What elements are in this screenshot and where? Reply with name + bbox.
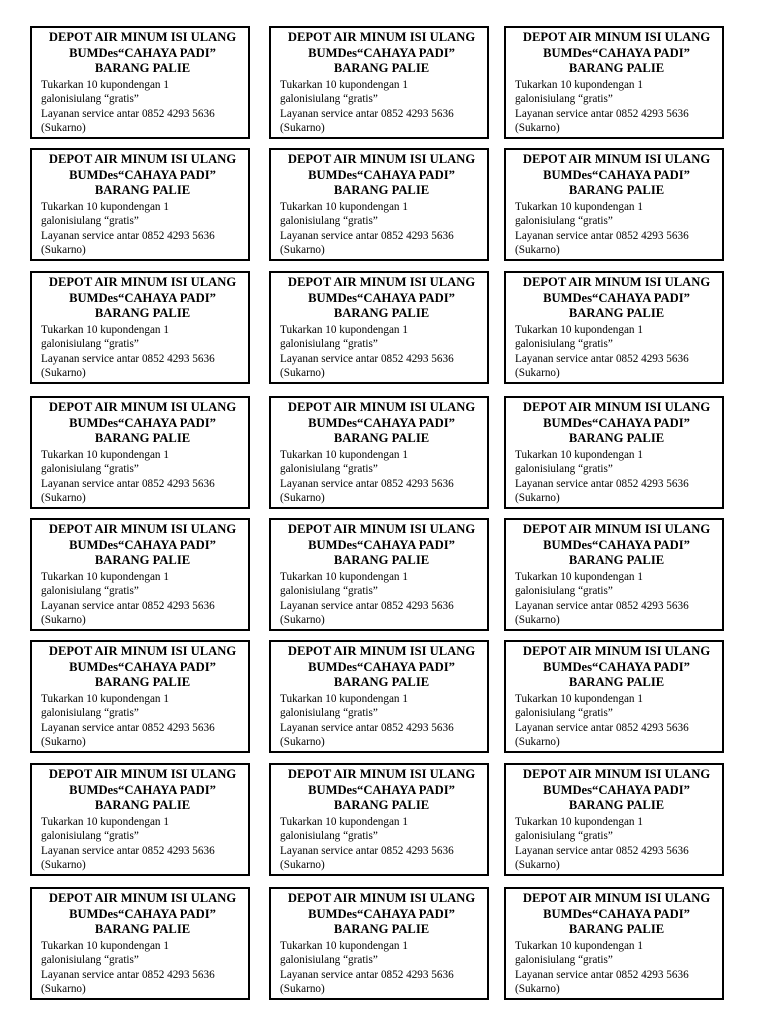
coupon-body [41,815,244,873]
coupon-exchange-text: Tukarkan 10 kupondengan 1 [41,200,169,213]
coupon-body [515,200,718,258]
coupon-title-line-1: DEPOT AIR MINUM ISI ULANG [522,152,711,166]
coupon-title [41,30,244,77]
coupon-title-line-2: BUMDes“CAHAYA PADI” [69,537,216,552]
coupon-title-line-3: BARANG PALIE [94,675,191,689]
coupon-free-text: galonisiulang “gratis” [515,830,613,843]
coupon-title-line-2: BUMDes“CAHAYA PADI” [69,45,216,60]
coupon-body [41,692,244,750]
coupon-body [280,200,483,258]
coupon-title [280,400,483,447]
coupon-delivery-phone: Layanan service antar 0852 4293 5636 [41,968,215,981]
coupon-free-text: galonisiulang “gratis” [515,93,613,106]
coupon-title [280,644,483,691]
coupon-title-line-1: DEPOT AIR MINUM ISI ULANG [522,275,711,289]
coupon-title-line-2: BUMDes“CAHAYA PADI” [308,290,455,305]
coupon-exchange-text: Tukarkan 10 kupondengan 1 [280,692,408,705]
coupon-free-text: galonisiulang “gratis” [515,707,613,720]
coupon-card [30,763,250,876]
coupon-title [515,767,718,814]
coupon-title-line-2: BUMDes“CAHAYA PADI” [308,537,455,552]
coupon-delivery-phone: Layanan service antar 0852 4293 5636 [515,107,689,120]
coupon-delivery-phone: Layanan service antar 0852 4293 5636 [515,352,689,365]
coupon-contact-name: (Sukarno) [41,244,86,257]
coupon-body [280,570,483,628]
coupon-contact-name: (Sukarno) [515,492,560,505]
coupon-delivery-phone: Layanan service antar 0852 4293 5636 [515,968,689,981]
coupon-free-text: galonisiulang “gratis” [280,463,378,476]
coupon-body [515,78,718,136]
coupon-card [269,763,489,876]
coupon-card [504,148,724,261]
coupon-title-line-2: BUMDes“CAHAYA PADI” [308,45,455,60]
coupon-title [280,891,483,938]
coupon-free-text: galonisiulang “gratis” [515,338,613,351]
coupon-delivery-phone: Layanan service antar 0852 4293 5636 [280,844,454,857]
coupon-body [280,815,483,873]
coupon-free-text: galonisiulang “gratis” [41,954,139,967]
coupon-title-line-2: BUMDes“CAHAYA PADI” [543,45,690,60]
coupon-card [269,26,489,139]
coupon-delivery-phone: Layanan service antar 0852 4293 5636 [280,352,454,365]
coupon-title-line-1: DEPOT AIR MINUM ISI ULANG [287,400,476,414]
coupon-title-line-3: BARANG PALIE [333,553,430,567]
coupon-title-line-3: BARANG PALIE [568,306,665,320]
coupon-contact-name: (Sukarno) [41,122,86,135]
coupon-title-line-3: BARANG PALIE [568,798,665,812]
coupon-card [504,26,724,139]
coupon-delivery-phone: Layanan service antar 0852 4293 5636 [41,599,215,612]
coupon-title-line-1: DEPOT AIR MINUM ISI ULANG [48,767,237,781]
coupon-exchange-text: Tukarkan 10 kupondengan 1 [41,815,169,828]
coupon-free-text: galonisiulang “gratis” [280,215,378,228]
coupon-title [41,522,244,569]
coupon-free-text: galonisiulang “gratis” [280,830,378,843]
coupon-card [269,887,489,1000]
coupon-delivery-phone: Layanan service antar 0852 4293 5636 [280,107,454,120]
coupon-free-text: galonisiulang “gratis” [41,463,139,476]
coupon-exchange-text: Tukarkan 10 kupondengan 1 [280,78,408,91]
coupon-title [515,891,718,938]
coupon-title-line-2: BUMDes“CAHAYA PADI” [543,167,690,182]
coupon-title-line-3: BARANG PALIE [333,798,430,812]
coupon-free-text: galonisiulang “gratis” [41,830,139,843]
coupon-title-line-1: DEPOT AIR MINUM ISI ULANG [287,152,476,166]
coupon-title-line-2: BUMDes“CAHAYA PADI” [69,906,216,921]
coupon-title-line-2: BUMDes“CAHAYA PADI” [308,906,455,921]
coupon-contact-name: (Sukarno) [280,122,325,135]
coupon-title-line-1: DEPOT AIR MINUM ISI ULANG [48,644,237,658]
coupon-body [515,815,718,873]
coupon-title-line-1: DEPOT AIR MINUM ISI ULANG [522,767,711,781]
coupon-contact-name: (Sukarno) [280,367,325,380]
coupon-title [41,767,244,814]
coupon-title-line-3: BARANG PALIE [333,306,430,320]
coupon-title-line-3: BARANG PALIE [333,675,430,689]
coupon-contact-name: (Sukarno) [515,859,560,872]
coupon-contact-name: (Sukarno) [280,492,325,505]
coupon-title [41,400,244,447]
coupon-delivery-phone: Layanan service antar 0852 4293 5636 [515,599,689,612]
coupon-contact-name: (Sukarno) [515,367,560,380]
coupon-title-line-2: BUMDes“CAHAYA PADI” [308,167,455,182]
coupon-exchange-text: Tukarkan 10 kupondengan 1 [280,815,408,828]
coupon-exchange-text: Tukarkan 10 kupondengan 1 [515,78,643,91]
coupon-title-line-2: BUMDes“CAHAYA PADI” [543,537,690,552]
coupon-exchange-text: Tukarkan 10 kupondengan 1 [280,200,408,213]
coupon-card [30,148,250,261]
coupon-delivery-phone: Layanan service antar 0852 4293 5636 [515,477,689,490]
coupon-exchange-text: Tukarkan 10 kupondengan 1 [515,323,643,336]
coupon-exchange-text: Tukarkan 10 kupondengan 1 [280,448,408,461]
coupon-title-line-2: BUMDes“CAHAYA PADI” [69,782,216,797]
coupon-title [41,152,244,199]
coupon-free-text: galonisiulang “gratis” [280,707,378,720]
coupon-body [280,323,483,381]
coupon-title-line-1: DEPOT AIR MINUM ISI ULANG [287,522,476,536]
coupon-delivery-phone: Layanan service antar 0852 4293 5636 [41,477,215,490]
coupon-title [515,275,718,322]
coupon-title-line-2: BUMDes“CAHAYA PADI” [69,415,216,430]
coupon-title [280,767,483,814]
coupon-exchange-text: Tukarkan 10 kupondengan 1 [515,815,643,828]
coupon-body [280,692,483,750]
coupon-contact-name: (Sukarno) [280,859,325,872]
coupon-card [269,396,489,509]
coupon-card [30,271,250,384]
coupon-delivery-phone: Layanan service antar 0852 4293 5636 [280,477,454,490]
coupon-contact-name: (Sukarno) [41,983,86,996]
coupon-card [504,763,724,876]
coupon-card [30,26,250,139]
coupon-contact-name: (Sukarno) [515,736,560,749]
coupon-free-text: galonisiulang “gratis” [41,215,139,228]
coupon-exchange-text: Tukarkan 10 kupondengan 1 [41,78,169,91]
coupon-card [269,148,489,261]
coupon-card [504,640,724,753]
coupon-title-line-3: BARANG PALIE [333,431,430,445]
coupon-contact-name: (Sukarno) [280,736,325,749]
coupon-title-line-3: BARANG PALIE [94,183,191,197]
coupon-body [280,78,483,136]
coupon-delivery-phone: Layanan service antar 0852 4293 5636 [515,844,689,857]
coupon-exchange-text: Tukarkan 10 kupondengan 1 [515,200,643,213]
coupon-card [30,396,250,509]
coupon-title [280,152,483,199]
coupon-title-line-3: BARANG PALIE [568,675,665,689]
coupon-body [515,692,718,750]
coupon-contact-name: (Sukarno) [41,614,86,627]
coupon-title-line-1: DEPOT AIR MINUM ISI ULANG [522,522,711,536]
coupon-exchange-text: Tukarkan 10 kupondengan 1 [515,939,643,952]
coupon-free-text: galonisiulang “gratis” [280,585,378,598]
coupon-title-line-3: BARANG PALIE [333,183,430,197]
coupon-card [504,518,724,631]
coupon-free-text: galonisiulang “gratis” [515,954,613,967]
coupon-card [269,518,489,631]
coupon-title-line-3: BARANG PALIE [568,183,665,197]
coupon-title-line-1: DEPOT AIR MINUM ISI ULANG [287,644,476,658]
coupon-title-line-3: BARANG PALIE [568,61,665,75]
coupon-card [30,887,250,1000]
coupon-card [269,640,489,753]
coupon-title [41,891,244,938]
coupon-contact-name: (Sukarno) [515,983,560,996]
coupon-title-line-1: DEPOT AIR MINUM ISI ULANG [522,644,711,658]
coupon-free-text: galonisiulang “gratis” [515,585,613,598]
coupon-exchange-text: Tukarkan 10 kupondengan 1 [280,570,408,583]
coupon-contact-name: (Sukarno) [515,122,560,135]
coupon-card [30,518,250,631]
coupon-title [515,400,718,447]
coupon-contact-name: (Sukarno) [515,244,560,257]
coupon-exchange-text: Tukarkan 10 kupondengan 1 [515,570,643,583]
coupon-title-line-3: BARANG PALIE [568,431,665,445]
coupon-delivery-phone: Layanan service antar 0852 4293 5636 [41,721,215,734]
coupon-exchange-text: Tukarkan 10 kupondengan 1 [280,939,408,952]
coupon-exchange-text: Tukarkan 10 kupondengan 1 [41,570,169,583]
coupon-free-text: galonisiulang “gratis” [41,338,139,351]
coupon-body [280,448,483,506]
coupon-title [515,152,718,199]
coupon-title-line-3: BARANG PALIE [94,798,191,812]
coupon-title-line-2: BUMDes“CAHAYA PADI” [69,290,216,305]
coupon-body [41,323,244,381]
coupon-exchange-text: Tukarkan 10 kupondengan 1 [41,692,169,705]
coupon-body [41,939,244,997]
coupon-title-line-3: BARANG PALIE [94,306,191,320]
coupon-body [280,939,483,997]
coupon-title [41,644,244,691]
coupon-title-line-2: BUMDes“CAHAYA PADI” [69,659,216,674]
coupon-title-line-1: DEPOT AIR MINUM ISI ULANG [48,275,237,289]
coupon-body [515,939,718,997]
coupon-card [269,271,489,384]
coupon-title-line-1: DEPOT AIR MINUM ISI ULANG [48,152,237,166]
coupon-contact-name: (Sukarno) [41,492,86,505]
coupon-contact-name: (Sukarno) [280,244,325,257]
coupon-title [280,522,483,569]
coupon-title-line-3: BARANG PALIE [333,61,430,75]
coupon-title-line-2: BUMDes“CAHAYA PADI” [543,782,690,797]
coupon-delivery-phone: Layanan service antar 0852 4293 5636 [41,107,215,120]
coupon-contact-name: (Sukarno) [280,983,325,996]
coupon-exchange-text: Tukarkan 10 kupondengan 1 [41,323,169,336]
coupon-title [280,275,483,322]
coupon-delivery-phone: Layanan service antar 0852 4293 5636 [515,721,689,734]
coupon-contact-name: (Sukarno) [515,614,560,627]
coupon-title-line-1: DEPOT AIR MINUM ISI ULANG [287,275,476,289]
coupon-free-text: galonisiulang “gratis” [515,215,613,228]
coupon-title-line-1: DEPOT AIR MINUM ISI ULANG [48,30,237,44]
coupon-title-line-1: DEPOT AIR MINUM ISI ULANG [48,522,237,536]
coupon-title-line-3: BARANG PALIE [94,922,191,936]
coupon-title-line-2: BUMDes“CAHAYA PADI” [308,415,455,430]
coupon-delivery-phone: Layanan service antar 0852 4293 5636 [41,844,215,857]
coupon-contact-name: (Sukarno) [41,736,86,749]
coupon-free-text: galonisiulang “gratis” [280,93,378,106]
coupon-title [280,30,483,77]
coupon-title-line-1: DEPOT AIR MINUM ISI ULANG [522,891,711,905]
coupon-exchange-text: Tukarkan 10 kupondengan 1 [41,448,169,461]
coupon-contact-name: (Sukarno) [41,859,86,872]
coupon-body [41,448,244,506]
coupon-title-line-2: BUMDes“CAHAYA PADI” [69,167,216,182]
coupon-contact-name: (Sukarno) [280,614,325,627]
coupon-title-line-3: BARANG PALIE [568,553,665,567]
coupon-body [515,570,718,628]
coupon-body [515,448,718,506]
coupon-title-line-2: BUMDes“CAHAYA PADI” [543,659,690,674]
coupon-delivery-phone: Layanan service antar 0852 4293 5636 [280,229,454,242]
coupon-card [504,271,724,384]
coupon-title-line-2: BUMDes“CAHAYA PADI” [308,659,455,674]
coupon-title-line-1: DEPOT AIR MINUM ISI ULANG [287,767,476,781]
coupon-title-line-2: BUMDes“CAHAYA PADI” [308,782,455,797]
coupon-title-line-3: BARANG PALIE [568,922,665,936]
coupon-exchange-text: Tukarkan 10 kupondengan 1 [280,323,408,336]
coupon-card [30,640,250,753]
coupon-exchange-text: Tukarkan 10 kupondengan 1 [515,692,643,705]
coupon-free-text: galonisiulang “gratis” [41,707,139,720]
coupon-body [515,323,718,381]
coupon-title-line-1: DEPOT AIR MINUM ISI ULANG [48,891,237,905]
coupon-exchange-text: Tukarkan 10 kupondengan 1 [515,448,643,461]
coupon-delivery-phone: Layanan service antar 0852 4293 5636 [41,352,215,365]
coupon-title-line-3: BARANG PALIE [94,431,191,445]
coupon-free-text: galonisiulang “gratis” [41,93,139,106]
coupon-free-text: galonisiulang “gratis” [280,954,378,967]
coupon-exchange-text: Tukarkan 10 kupondengan 1 [41,939,169,952]
coupon-title-line-2: BUMDes“CAHAYA PADI” [543,906,690,921]
coupon-title [515,522,718,569]
coupon-title-line-2: BUMDes“CAHAYA PADI” [543,415,690,430]
coupon-delivery-phone: Layanan service antar 0852 4293 5636 [515,229,689,242]
coupon-title-line-1: DEPOT AIR MINUM ISI ULANG [522,400,711,414]
coupon-body [41,570,244,628]
coupon-delivery-phone: Layanan service antar 0852 4293 5636 [280,968,454,981]
coupon-title-line-1: DEPOT AIR MINUM ISI ULANG [48,400,237,414]
coupon-card [504,396,724,509]
coupon-free-text: galonisiulang “gratis” [41,585,139,598]
coupon-card [504,887,724,1000]
coupon-delivery-phone: Layanan service antar 0852 4293 5636 [280,599,454,612]
coupon-body [41,200,244,258]
coupon-title-line-1: DEPOT AIR MINUM ISI ULANG [287,891,476,905]
coupon-title-line-3: BARANG PALIE [94,553,191,567]
coupon-title-line-1: DEPOT AIR MINUM ISI ULANG [287,30,476,44]
coupon-title-line-2: BUMDes“CAHAYA PADI” [543,290,690,305]
coupon-title [41,275,244,322]
coupon-free-text: galonisiulang “gratis” [515,463,613,476]
coupon-delivery-phone: Layanan service antar 0852 4293 5636 [280,721,454,734]
coupon-body [41,78,244,136]
coupon-title-line-3: BARANG PALIE [94,61,191,75]
coupon-title [515,30,718,77]
coupon-title-line-3: BARANG PALIE [333,922,430,936]
coupon-delivery-phone: Layanan service antar 0852 4293 5636 [41,229,215,242]
coupon-title [515,644,718,691]
coupon-free-text: galonisiulang “gratis” [280,338,378,351]
coupon-title-line-1: DEPOT AIR MINUM ISI ULANG [522,30,711,44]
coupon-contact-name: (Sukarno) [41,367,86,380]
